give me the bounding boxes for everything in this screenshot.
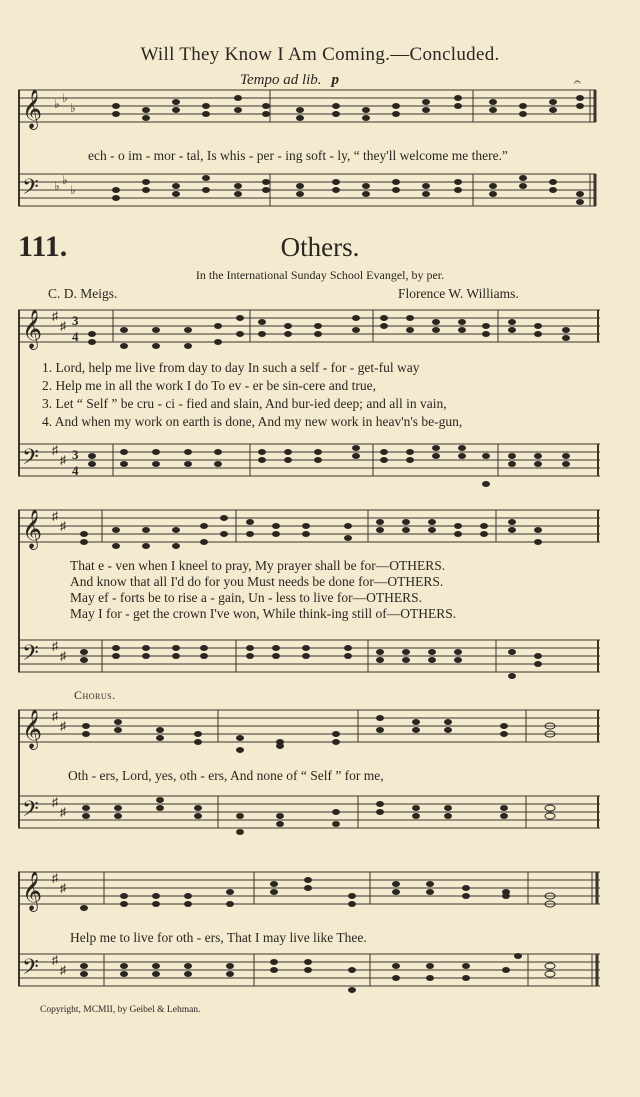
svg-text:3: 3 [72, 313, 79, 328]
svg-text:♯: ♯ [52, 953, 58, 967]
svg-text:𝄐: 𝄐 [574, 75, 581, 89]
hymn-source: In the International Sunday School Evangel, by per. [195, 268, 445, 282]
svg-text:♭: ♭ [62, 91, 68, 105]
svg-text:♭: ♭ [54, 97, 60, 111]
svg-text:♯: ♯ [60, 881, 66, 895]
svg-text:♯: ♯ [60, 519, 66, 533]
copyright-notice: Copyright, MCMII, by Geibel & Lehman. [40, 1005, 201, 1015]
svg-text:𝄞: 𝄞 [22, 511, 43, 548]
svg-text:♯: ♯ [52, 443, 58, 457]
svg-text:♯: ♯ [52, 309, 58, 323]
verse-3-line-1: 3. Let “ Self ” be cru - ci - fied and slain, And bur-ied deep; and all in vain, [42, 396, 447, 411]
svg-text:𝄢: 𝄢 [22, 641, 39, 670]
svg-text:♭: ♭ [62, 173, 68, 187]
svg-text:4: 4 [72, 329, 79, 344]
svg-text:♭: ♭ [70, 101, 76, 115]
verse-4-line-1: 4. And when my work on earth is done, And my new work in heav'n's be-gun, [42, 414, 463, 429]
svg-text:4: 4 [72, 463, 79, 478]
chorus-label: Chorus. [74, 688, 116, 702]
svg-text:♯: ♯ [52, 509, 58, 523]
svg-text:𝄢: 𝄢 [22, 175, 39, 204]
svg-text:𝄢: 𝄢 [22, 797, 39, 826]
verse-1-line-2: That e - ven when I kneel to pray, My prayer shall be for—OTHERS. [70, 558, 446, 573]
svg-text:♭: ♭ [70, 183, 76, 197]
chorus-lyric-line-1: Oth - ers, Lord, yes, oth - ers, And none of “ Self ” for me, [68, 768, 384, 783]
verse-1-line-1: 1. Lord, help me live from day to day In such a self - for - get-ful way [42, 360, 420, 375]
hymn-composer: Florence W. Williams. [398, 286, 519, 301]
dynamic-marking: p [331, 72, 340, 88]
svg-text:𝄢: 𝄢 [22, 445, 39, 474]
hymn-number: 111. [18, 230, 68, 263]
svg-text:♯: ♯ [60, 805, 66, 819]
svg-text:♯: ♯ [52, 709, 58, 723]
verse-2-line-1: 2. Help me in all the work I do To ev - er be sin-cere and true, [42, 378, 376, 393]
tempo-text: Tempo ad lib. [240, 72, 322, 88]
previous-hymn-title: Will They Know I Am Coming.—Concluded. [140, 44, 500, 65]
svg-text:♯: ♯ [60, 649, 66, 663]
svg-text:♯: ♯ [60, 719, 66, 733]
svg-text:♯: ♯ [52, 871, 58, 885]
svg-text:♯: ♯ [52, 795, 58, 809]
svg-text:𝄢: 𝄢 [22, 955, 39, 984]
svg-text:𝄞: 𝄞 [22, 311, 43, 348]
verse-2-line-2: And know that all I'd do for you Must needs be done for—OTHERS. [70, 574, 444, 589]
svg-text:𝄞: 𝄞 [22, 873, 43, 910]
svg-text:♭: ♭ [54, 179, 60, 193]
hymn-title: Others. [280, 232, 360, 262]
svg-text:♯: ♯ [52, 639, 58, 653]
svg-text:♯: ♯ [60, 963, 66, 977]
svg-text:𝄞: 𝄞 [22, 91, 43, 128]
chorus-lyric-line-2: Help me to live for oth - ers, That I may live like Thee. [70, 930, 367, 945]
svg-text:3: 3 [72, 447, 79, 462]
hymn-author: C. D. Meigs. [48, 286, 118, 301]
previous-hymn-lyric: ech - o im - mor - tal, Is whis - per - ing soft - ly, “ they'll welcome me there.” [88, 148, 508, 163]
verse-4-line-2: May I for - get the crown I've won, While think-ing still of—OTHERS. [70, 606, 457, 621]
svg-text:♯: ♯ [60, 453, 66, 467]
svg-text:♯: ♯ [60, 319, 66, 333]
svg-text:𝄞: 𝄞 [22, 711, 43, 748]
verse-3-line-2: May ef - forts be to rise a - gain, Un - less to live for—OTHERS. [70, 590, 423, 605]
